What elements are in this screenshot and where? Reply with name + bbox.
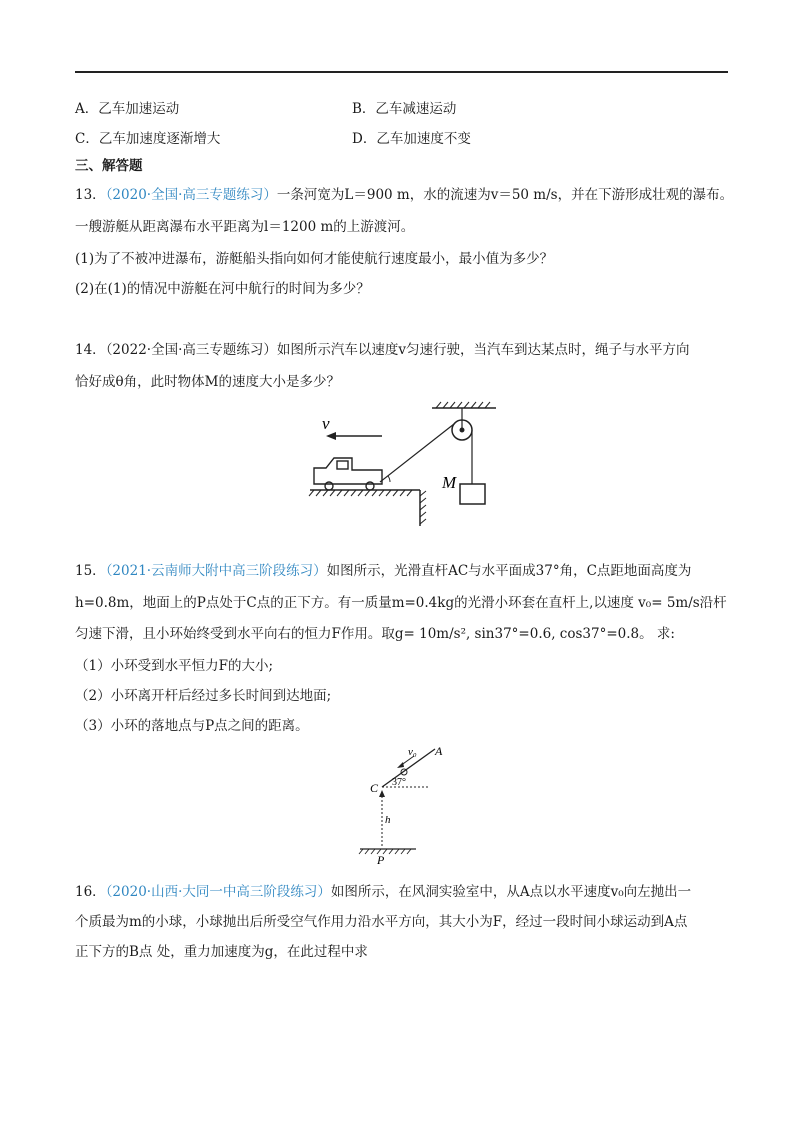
truck-icon: [314, 458, 382, 490]
label-a: A: [435, 744, 443, 758]
q13-line1: [75, 185, 733, 205]
q13-number: 13．: [75, 187, 106, 203]
label-h: h: [385, 814, 391, 826]
q13-line4: (2)在(1)的情况中游艇在河中航行的时间为多少？: [75, 281, 370, 297]
q15-line3: 匀速下滑，且小环始终受到水平向右的恒力F作用。取g= 10m/s², sin37°=0.6, cos37°=0.8。 求:: [75, 626, 675, 642]
q15-line1: [75, 561, 691, 581]
q15-text-1: 如图所示，光滑直杆AC与水平面成37°角，C点距地面高度为: [326, 563, 692, 579]
q14-number: 14．: [75, 342, 106, 358]
q15-line5: （2）小环离开杆后经过多长时间到达地面;: [75, 688, 332, 704]
option-c: C．乙车加速度逐渐增大: [75, 131, 221, 147]
q16-line2: 个质最为m的小球，小球抛出后所受空气作用力沿水平方向，其大小为F，经过一段时间小球运动到A点: [75, 914, 688, 930]
label-v: v: [322, 414, 330, 433]
q13-text-1: 一条河宽为L＝900 m，水的流速为v＝50 m/s，并在下游形成壮观的瀑布。: [276, 187, 734, 203]
block-m: [460, 484, 485, 504]
q14-figure: [300, 398, 500, 528]
q15-line4: （1）小环受到水平恒力F的大小;: [75, 658, 274, 674]
angle-arc: [388, 476, 390, 482]
velocity-arrowhead: [326, 432, 336, 440]
q16-source-link[interactable]: （2020·山西·大同一中高三阶段练习）: [105, 884, 331, 900]
q15-source-link[interactable]: （2021·云南师大附中高三阶段练习）: [105, 563, 327, 579]
label-p: P: [377, 853, 385, 867]
cliff-hatch: [420, 491, 426, 524]
q15-figure: [350, 742, 460, 867]
q13-line2: 一艘游艇从距离瀑布水平距离为l＝1200 m的上游渡河。: [75, 219, 415, 235]
q14-text-1: 如图所示汽车以速度v匀速行驶，当汽车到达某点时，绳子与水平方向: [276, 342, 690, 358]
section-title: 三、解答题: [75, 158, 143, 174]
height-arrowhead: [379, 790, 385, 797]
q16-text-1: 如图所示，在风洞实验室中，从A点以水平速度v₀向左抛出一: [330, 884, 692, 900]
q16-number: 16．: [75, 884, 106, 900]
q14-source: （2022·全国·高三专题练习）: [105, 342, 277, 358]
ground-hatch: [309, 490, 412, 496]
label-v0: v₀: [408, 746, 417, 758]
option-a: A．乙车加速运动: [75, 101, 180, 117]
q14-line2: 恰好成θ角，此时物体M的速度大小是多少？: [75, 374, 340, 390]
q13-source-link[interactable]: （2020·全国·高三专题练习）: [105, 187, 277, 203]
q14-line1: [75, 340, 690, 360]
label-c: C: [370, 781, 379, 795]
v0-arrowhead: [397, 762, 404, 768]
option-b: B．乙车减速运动: [352, 101, 457, 117]
option-d: D．乙车加速度不变: [352, 131, 471, 147]
q16-line1: [75, 882, 691, 902]
label-angle: 37°: [392, 777, 406, 788]
q15-number: 15．: [75, 563, 106, 579]
ground-hatch: [359, 849, 411, 854]
q15-line2: h=0.8m，地面上的P点处于C点的正下方。有一质量m=0.4kg的光滑小环套在直杆上,以速度 v₀= 5m/s沿杆: [75, 595, 727, 611]
q13-line3: (1)为了不被冲进瀑布，游艇船头指向如何才能使航行速度最小，最小值为多少？: [75, 251, 554, 267]
q16-line3: 正下方的B点 处，重力加速度为g，在此过程中求: [75, 944, 368, 960]
q15-line6: （3）小环的落地点与P点之间的距离。: [75, 718, 309, 734]
label-m: M: [442, 473, 457, 492]
header-rule: [75, 71, 728, 73]
ceiling-hatch: [436, 402, 490, 408]
pulley-axle: [460, 428, 465, 433]
